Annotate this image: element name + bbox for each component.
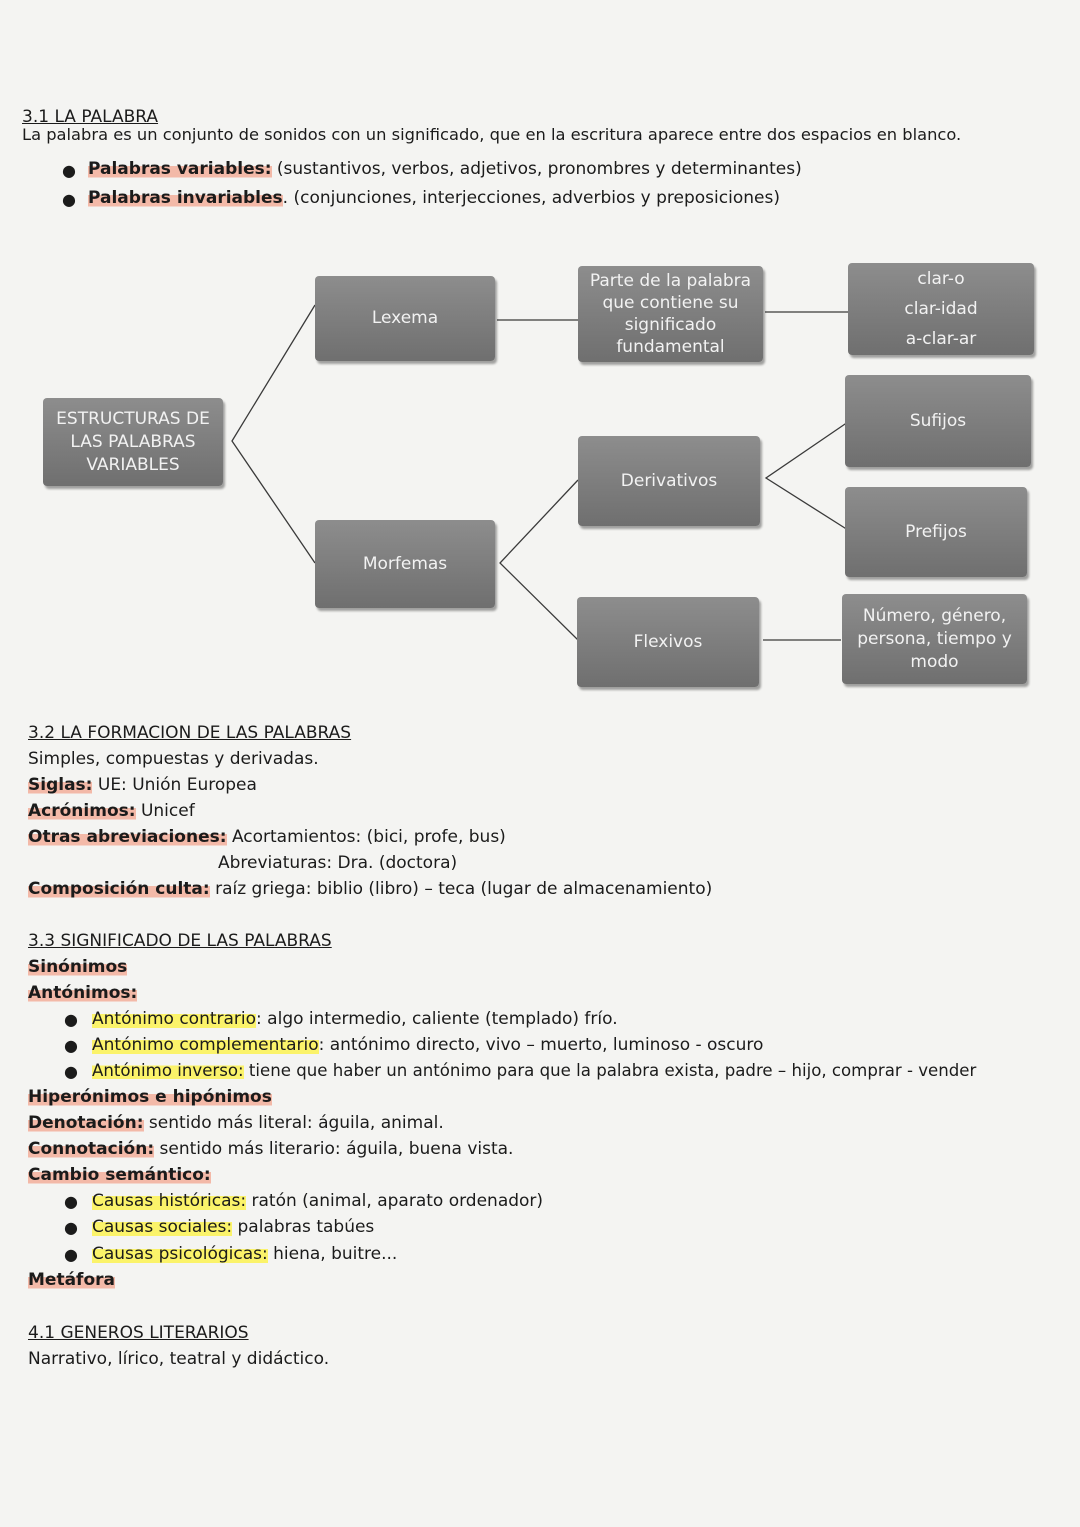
antonimo-inverso-line [92,1060,976,1082]
siglas-term: Siglas: [28,775,93,795]
causas-sociales-term: Causas sociales: [92,1217,233,1237]
sufijos-label: Sufijos [909,410,967,431]
antonimo-complementario-term: Antónimo complementario [92,1035,319,1055]
section-3-1-definition: La palabra es un conjunto de sonidos con un significado, que en la escritura aparece entre dos espacios en blanco. [22,125,962,144]
root-branch-line [232,305,315,563]
denotacion-term: Denotación: [28,1113,144,1133]
bullet-dot: ● [64,1192,78,1211]
box-flexivos-definition [842,594,1027,684]
antonimo-contrario-text: : algo intermedio, caliente (templado) frío. [256,1009,618,1029]
box-flexivos [577,597,759,687]
box-lexema-definition [578,266,763,362]
bullet-dot: ● [64,1062,78,1081]
otras-abreviaciones-term: Otras abreviaciones: [28,827,227,847]
composicion-culta-line [28,878,712,900]
flexivos-def-line-2: persona, tiempo y [857,628,1012,649]
formacion-tipos: Simples, compuestas y derivadas. [28,749,319,769]
root-line-2: LAS PALABRAS [70,431,196,452]
causas-psicologicas-line [92,1243,397,1265]
prefijos-label: Prefijos [905,521,967,542]
composicion-culta-text: raíz griega: biblio (libro) – teca (lugar de almacenamiento) [209,879,713,899]
causas-historicas-text: ratón (animal, aparato ordenador) [246,1191,544,1211]
otras-abreviaciones-line [28,826,506,848]
cambio-semantico-term: Cambio semántico: [28,1165,211,1185]
box-morfemas [315,520,495,608]
causas-psicologicas-term: Causas psicológicas: [92,1244,268,1264]
denotacion-text: sentido más literal: águila, animal. [143,1113,444,1133]
derivativos-label: Derivativos [620,470,718,491]
acortamientos-text: Acortamientos: (bici, profe, bus) [226,827,506,847]
sinonimos-label [28,956,127,978]
causas-sociales-text: palabras tabúes [232,1217,375,1237]
box-sufijos [845,375,1031,467]
bullet-dot: ● [64,1036,78,1055]
lexema-example-2: clar-idad [904,299,978,319]
lexema-example-3: a-clar-ar [905,329,977,349]
section-4-1-heading: 4.1 GENEROS LITERARIOS [28,1323,249,1343]
section-3-1-heading: 3.1 LA PALABRA [22,107,159,127]
acronimos-text: Unicef [135,801,195,821]
bullet-dot: ● [64,1245,78,1264]
box-lexema [315,276,495,361]
flexivos-def-line-3: modo [910,651,959,672]
siglas-text: UE: Unión Europea [92,775,257,795]
antonimo-complementario-text: : antónimo directo, vivo – muerto, luminoso - oscuro [318,1035,764,1055]
section-3-3-heading: 3.3 SIGNIFICADO DE LAS PALABRAS [28,931,332,951]
antonimo-inverso-text: tiene que haber un antónimo para que la palabra exista, padre – hijo, comprar - vender [243,1061,977,1080]
bullet-dot: ● [62,161,76,180]
causas-historicas-line [92,1190,543,1212]
lexema-label: Lexema [371,308,439,328]
text-palabras-invariables: . (conjunciones, interjecciones, adverbios y preposiciones) [282,188,780,208]
morfemas-label: Morfemas [362,553,448,574]
metafora-term: Metáfora [28,1270,115,1290]
box-lexema-examples [848,263,1034,355]
connotacion-term: Connotación: [28,1139,155,1159]
bullet-dot: ● [62,190,76,209]
denotacion-line [28,1112,444,1134]
antonimo-inverso-term: Antónimo inverso: [92,1061,244,1080]
siglas-line [28,774,257,796]
text-palabras-variables: (sustantivos, verbos, adjetivos, pronombres y determinantes) [271,159,802,179]
metafora-label [28,1269,115,1291]
composicion-culta-term: Composición culta: [28,879,210,899]
flexivos-label: Flexivos [633,631,703,652]
abreviaturas-line: Abreviaturas: Dra. (doctora) [218,853,458,873]
morfemas-branch-line [500,480,578,640]
box-estructuras-root [43,398,223,486]
acronimos-term: Acrónimos: [28,801,136,821]
root-line-1: ESTRUCTURAS DE [56,408,210,429]
cambio-semantico-label [28,1164,211,1186]
box-prefijos [845,487,1027,577]
hiperonimos-label [28,1086,272,1108]
term-palabras-variables: Palabras variables: [88,159,272,179]
antonimo-complementario-line [92,1034,763,1056]
antonimos-label [28,982,137,1004]
connotacion-line [28,1138,513,1160]
box-derivativos [578,436,760,526]
antonimo-contrario-line [92,1008,618,1030]
bullet-dot: ● [64,1010,78,1029]
connotacion-text: sentido más literario: águila, buena vista. [154,1139,514,1159]
lexema-def-line-2: que contiene su [602,293,739,313]
section-3-2-heading: 3.2 LA FORMACION DE LAS PALABRAS [28,723,352,743]
causas-historicas-term: Causas históricas: [92,1191,247,1211]
acronimos-line [28,800,195,822]
causas-sociales-line [92,1216,374,1238]
term-palabras-invariables: Palabras invariables [88,188,283,208]
causas-psicologicas-text: hiena, buitre... [267,1244,398,1264]
lexema-def-line-3: significado [624,315,717,335]
derivativos-branch-line [766,422,848,530]
lexema-def-line-4: fundamental [616,337,725,357]
antonimos-term: Antónimos: [28,983,138,1003]
flexivos-def-line-1: Número, género, [862,605,1007,626]
root-line-3: VARIABLES [86,454,180,475]
lexema-def-line-1: Parte de la palabra [589,271,752,291]
sinonimos-term: Sinónimos [28,957,128,977]
antonimo-contrario-term: Antónimo contrario [92,1009,257,1029]
lexema-example-1: clar-o [917,269,965,289]
bullet-dot: ● [64,1218,78,1237]
hiperonimos-term: Hiperónimos e hipónimos [28,1087,272,1107]
generos-literarios-text: Narrativo, lírico, teatral y didáctico. [28,1349,330,1369]
